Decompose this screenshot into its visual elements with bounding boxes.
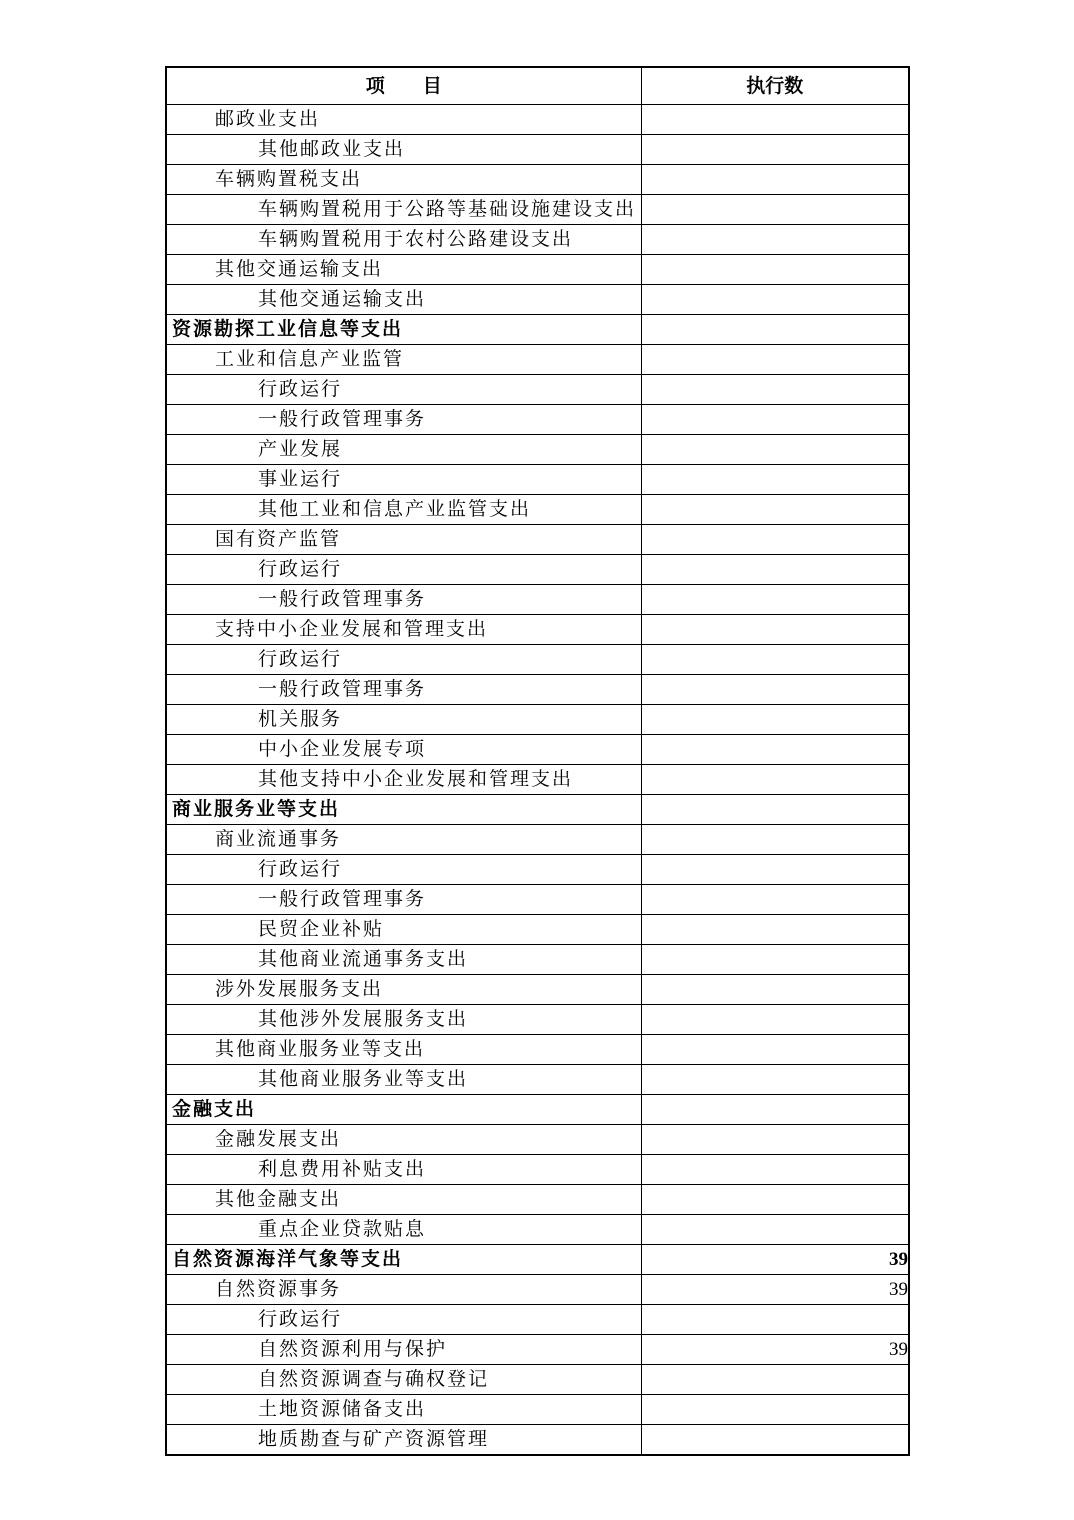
table-row [166, 555, 909, 585]
item-cell [166, 885, 641, 915]
table-row [166, 135, 909, 165]
value-cell [641, 1215, 909, 1245]
item-label: 涉外发展服务支出 [215, 978, 384, 1000]
item-cell [166, 1275, 641, 1305]
value-cell [641, 165, 909, 195]
table-row [166, 255, 909, 285]
value-column-header: 执行数 [641, 67, 909, 105]
value-cell [641, 645, 909, 675]
table-row [166, 465, 909, 495]
item-cell [166, 825, 641, 855]
value-cell [641, 105, 909, 135]
item-cell [166, 1065, 641, 1095]
table-row [166, 495, 909, 525]
table-row [166, 1425, 909, 1456]
item-label: 土地资源储备支出 [258, 1398, 427, 1420]
value-cell [641, 435, 909, 465]
table-row [166, 735, 909, 765]
table-row [166, 705, 909, 735]
item-label: 车辆购置税用于公路等基础设施建设支出 [258, 198, 637, 220]
table-row [166, 1005, 909, 1035]
value-cell [641, 705, 909, 735]
value-cell [641, 825, 909, 855]
item-cell [166, 1305, 641, 1335]
budget-table [165, 66, 910, 1456]
table-row [166, 885, 909, 915]
item-label: 车辆购置税支出 [215, 168, 363, 190]
table-row [166, 405, 909, 435]
item-cell [166, 1005, 641, 1035]
table-row [166, 675, 909, 705]
item-label: 行政运行 [258, 858, 343, 880]
item-label: 国有资产监管 [215, 528, 342, 550]
table-row [166, 345, 909, 375]
item-label: 一般行政管理事务 [258, 678, 427, 700]
table-row [166, 1395, 909, 1425]
item-label: 一般行政管理事务 [258, 408, 427, 430]
item-cell [166, 135, 641, 165]
table-row [166, 795, 909, 825]
item-label: 自然资源事务 [215, 1278, 342, 1300]
table-row [166, 1275, 909, 1305]
item-cell [166, 1245, 641, 1275]
item-label: 利息费用补贴支出 [258, 1158, 427, 1180]
item-cell [166, 285, 641, 315]
table-row [166, 765, 909, 795]
item-cell [166, 915, 641, 945]
item-cell [166, 795, 641, 825]
item-label: 车辆购置税用于农村公路建设支出 [258, 228, 574, 250]
item-label: 支持中小企业发展和管理支出 [215, 618, 489, 640]
table-row [166, 825, 909, 855]
item-label: 资源勘探工业信息等支出 [172, 318, 404, 340]
item-cell [166, 105, 641, 135]
value-cell [641, 1095, 909, 1125]
value-cell [641, 1395, 909, 1425]
value-cell [641, 135, 909, 165]
item-label: 行政运行 [258, 648, 343, 670]
value-cell [641, 525, 909, 555]
item-label: 一般行政管理事务 [258, 588, 427, 610]
item-cell [166, 1035, 641, 1065]
table-row [166, 525, 909, 555]
value-cell [641, 1305, 909, 1335]
item-label: 重点企业贷款贴息 [258, 1218, 427, 1240]
item-label: 其他支持中小企业发展和管理支出 [258, 768, 574, 790]
value-cell [641, 255, 909, 285]
value-cell [641, 1365, 909, 1395]
item-cell [166, 255, 641, 285]
item-label: 地质勘查与矿产资源管理 [258, 1428, 490, 1450]
item-cell [166, 1395, 641, 1425]
item-cell [166, 765, 641, 795]
value-cell [641, 315, 909, 345]
value-cell [641, 405, 909, 435]
item-cell [166, 615, 641, 645]
item-label: 工业和信息产业监管 [215, 348, 405, 370]
value-cell [641, 345, 909, 375]
item-label: 产业发展 [258, 438, 343, 460]
value-cell [641, 885, 909, 915]
table-body [166, 105, 909, 1456]
item-label: 机关服务 [258, 708, 343, 730]
item-label: 一般行政管理事务 [258, 888, 427, 910]
item-cell [166, 1155, 641, 1185]
item-cell [166, 1095, 641, 1125]
table-row [166, 225, 909, 255]
table-row [166, 195, 909, 225]
value-cell [641, 1005, 909, 1035]
value-cell [641, 285, 909, 315]
table-header-row [166, 67, 909, 105]
table-row [166, 1065, 909, 1095]
table-row [166, 585, 909, 615]
value-cell [641, 615, 909, 645]
value-cell: 39 [641, 1335, 909, 1365]
item-label: 邮政业支出 [215, 108, 321, 130]
value-cell [641, 465, 909, 495]
item-cell [166, 405, 641, 435]
item-label: 其他交通运输支出 [258, 288, 427, 310]
item-label: 其他金融支出 [215, 1188, 342, 1210]
table-row [166, 975, 909, 1005]
item-cell [166, 315, 641, 345]
table-row [166, 315, 909, 345]
table-row [166, 1095, 909, 1125]
item-cell [166, 945, 641, 975]
item-cell [166, 975, 641, 1005]
value-cell [641, 585, 909, 615]
item-label: 行政运行 [258, 1308, 343, 1330]
item-cell [166, 1215, 641, 1245]
item-cell [166, 735, 641, 765]
item-label: 民贸企业补贴 [258, 918, 385, 940]
value-cell [641, 195, 909, 225]
item-label: 商业流通事务 [215, 828, 342, 850]
table-row [166, 1305, 909, 1335]
item-label: 其他邮政业支出 [258, 138, 406, 160]
item-cell [166, 375, 641, 405]
item-cell [166, 525, 641, 555]
item-column-header: 项 目 [166, 67, 641, 105]
item-cell [166, 1365, 641, 1395]
value-cell: 39 [641, 1245, 909, 1275]
value-cell [641, 765, 909, 795]
item-label: 自然资源海洋气象等支出 [172, 1248, 404, 1270]
table-row [166, 945, 909, 975]
item-label: 行政运行 [258, 378, 343, 400]
item-cell [166, 1125, 641, 1155]
item-label: 事业运行 [258, 468, 343, 490]
table-row [166, 1185, 909, 1215]
item-cell [166, 165, 641, 195]
item-label: 其他涉外发展服务支出 [258, 1008, 469, 1030]
value-cell [641, 795, 909, 825]
item-label: 其他工业和信息产业监管支出 [258, 498, 532, 520]
table-row [166, 105, 909, 135]
item-cell [166, 855, 641, 885]
item-cell [166, 465, 641, 495]
item-cell [166, 645, 641, 675]
item-label: 金融支出 [172, 1098, 257, 1120]
item-cell [166, 675, 641, 705]
table-row [166, 285, 909, 315]
item-cell [166, 705, 641, 735]
table-row [166, 855, 909, 885]
value-cell [641, 1425, 909, 1456]
item-label: 其他交通运输支出 [215, 258, 384, 280]
item-label: 其他商业服务业等支出 [258, 1068, 469, 1090]
table-row [166, 1245, 909, 1275]
value-cell [641, 1185, 909, 1215]
item-label: 自然资源调查与确权登记 [258, 1368, 490, 1390]
item-label: 其他商业流通事务支出 [258, 948, 469, 970]
table-row [166, 645, 909, 675]
value-cell: 39 [641, 1275, 909, 1305]
value-cell [641, 975, 909, 1005]
table-row [166, 1035, 909, 1065]
item-label: 商业服务业等支出 [172, 798, 341, 820]
table-row [166, 915, 909, 945]
item-cell [166, 225, 641, 255]
table-row [166, 615, 909, 645]
table-row [166, 435, 909, 465]
item-label: 其他商业服务业等支出 [215, 1038, 426, 1060]
table-row [166, 375, 909, 405]
table-row [166, 1215, 909, 1245]
value-cell [641, 855, 909, 885]
value-cell [641, 1155, 909, 1185]
value-cell [641, 375, 909, 405]
item-cell [166, 345, 641, 375]
item-cell [166, 435, 641, 465]
table-row [166, 1365, 909, 1395]
item-cell [166, 195, 641, 225]
value-cell [641, 495, 909, 525]
value-cell [641, 675, 909, 705]
item-label: 中小企业发展专项 [258, 738, 427, 760]
value-cell [641, 945, 909, 975]
item-cell [166, 1425, 641, 1456]
item-label: 金融发展支出 [215, 1128, 342, 1150]
value-cell [641, 1065, 909, 1095]
value-cell [641, 1125, 909, 1155]
table-row [166, 1125, 909, 1155]
item-cell [166, 585, 641, 615]
item-cell [166, 1185, 641, 1215]
item-cell [166, 1335, 641, 1365]
item-label: 行政运行 [258, 558, 343, 580]
value-cell [641, 225, 909, 255]
item-label: 自然资源利用与保护 [258, 1338, 448, 1360]
value-cell [641, 915, 909, 945]
value-cell [641, 555, 909, 585]
value-cell [641, 735, 909, 765]
table-row [166, 165, 909, 195]
item-cell [166, 555, 641, 585]
item-cell [166, 495, 641, 525]
table-row [166, 1155, 909, 1185]
value-cell [641, 1035, 909, 1065]
table-row [166, 1335, 909, 1365]
